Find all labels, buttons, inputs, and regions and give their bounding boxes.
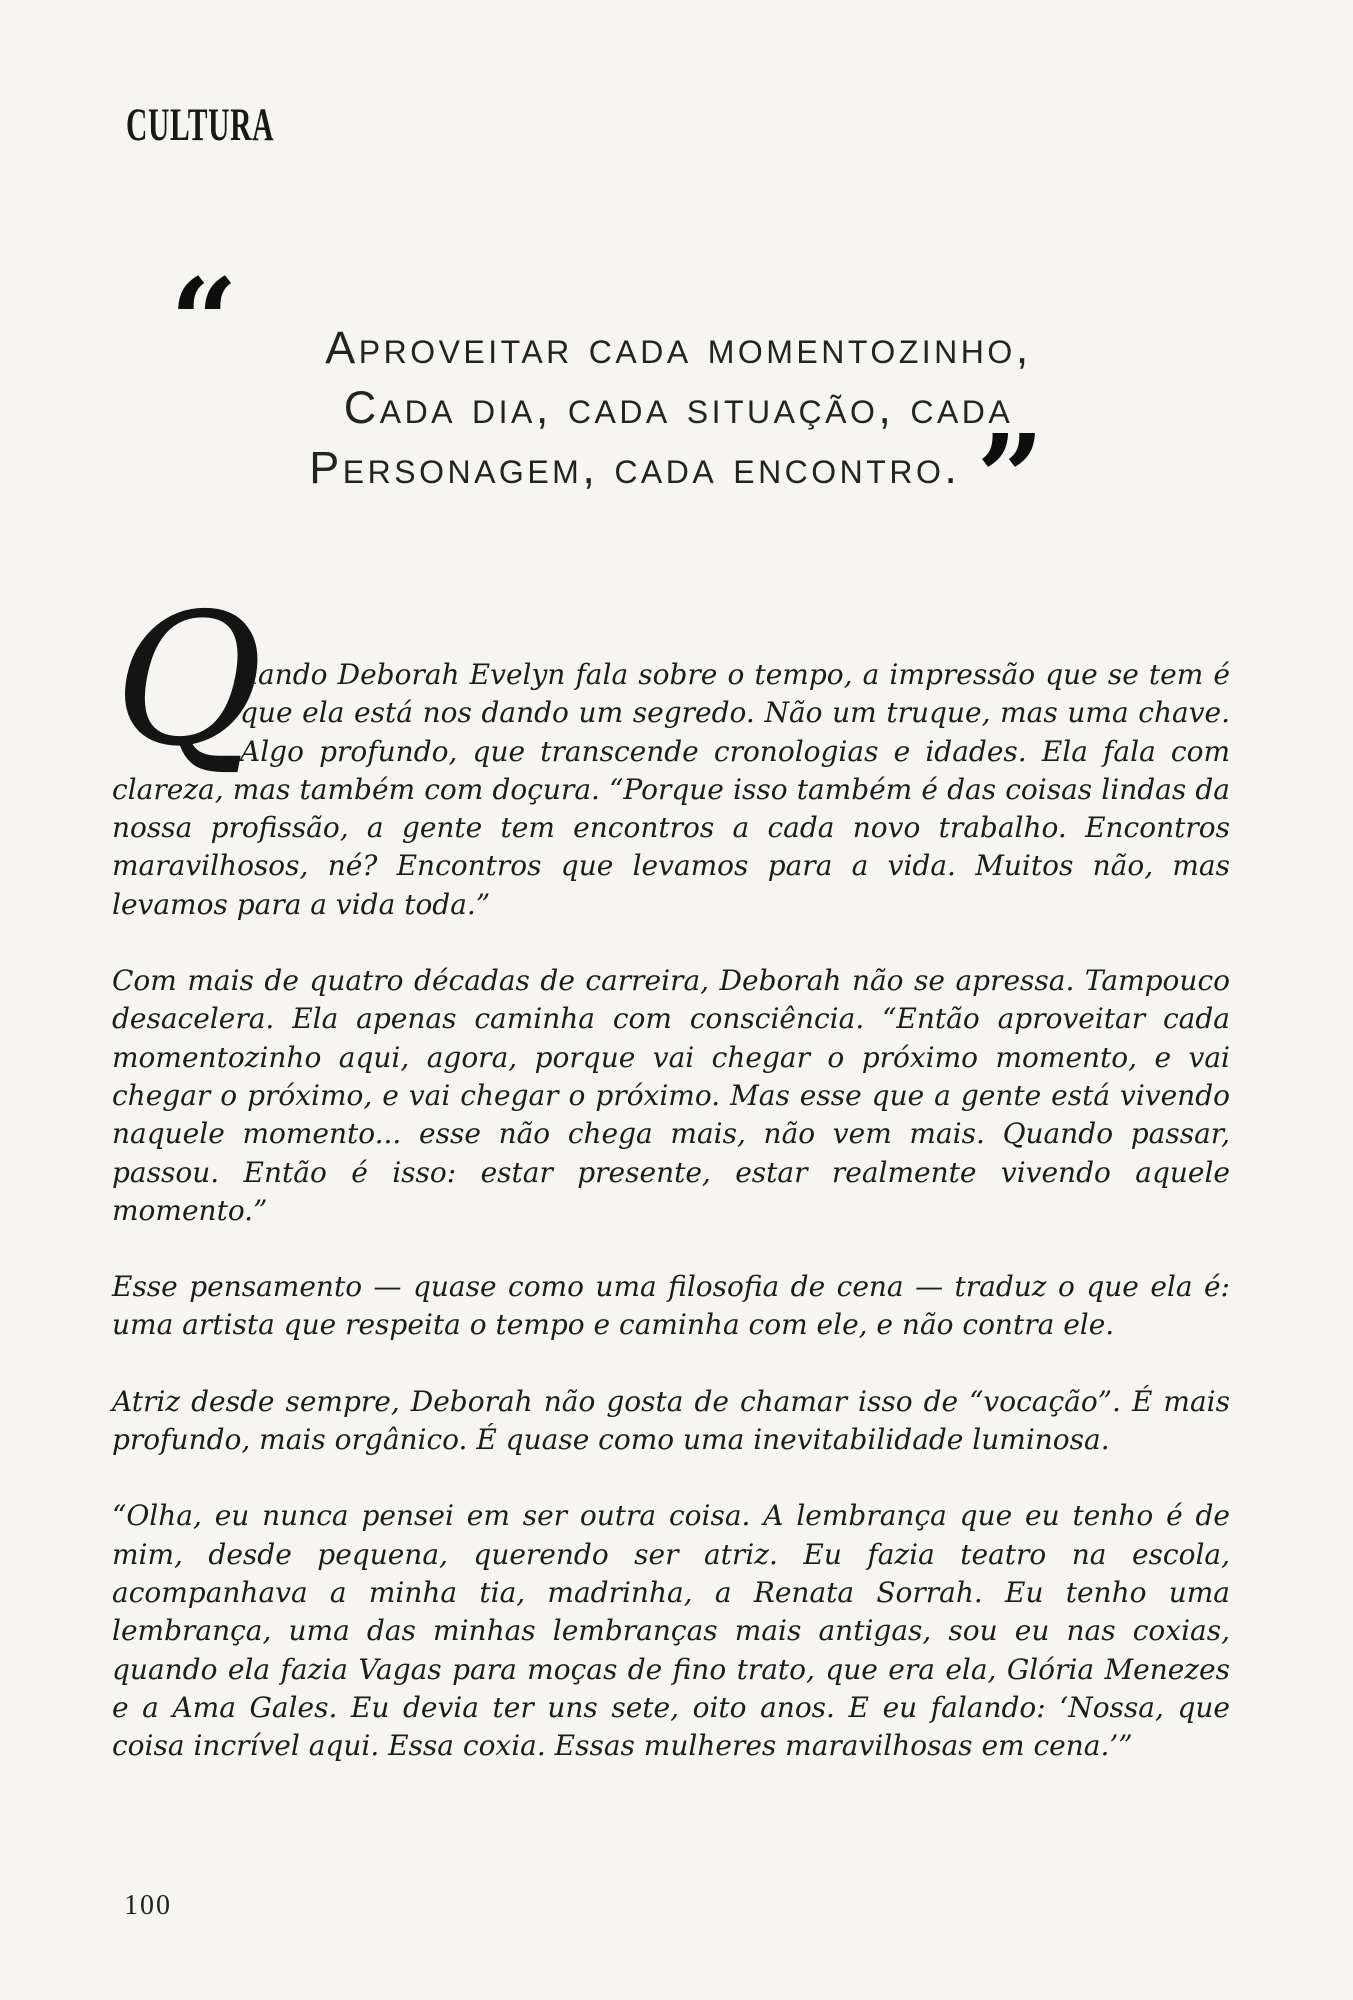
paragraph: “Olha, eu nunca pensei em ser outra coisa. A lembrança que eu tenho é de mim, desde pequena, querendo ser atriz. Eu fazia teatro na escola, acompanhava a minha tia, madrinha, a Renata Sorrah. Eu tenho uma lembrança, uma das minhas lembranças mais antigas, sou eu nas coxias, quando ela fazia Vagas para moças de fino trato, que era ela, Glória Menezes e a Ama Gales. Eu devia ter uns sete, oito anos. E eu falando: ‘Nossa, que coisa incrível aqui. Essa coxia. Essas mulheres maravilhosas em cena.’” [112, 1499, 1230, 1763]
pull-quote-line-3-text: Personagem, cada encontro. [309, 442, 961, 493]
drop-cap: Q [114, 574, 264, 786]
paragraph: Atriz desde sempre, Deborah não gosta de chamar isso de “vocação”. É mais profundo, mais orgânico. É quase como uma inevitabilidade luminosa. [112, 1384, 1230, 1457]
paragraph-lead-text: uando Deborah Evelyn fala sobre o tempo, a impressão que se tem é que ela está nos dando um segredo. Não um truque, mas uma chave. Algo profundo, que transcende cronologias e idades. Ela fala com clareza, mas também com doçura. “Porque isso também é das coisas lindas da nossa profissão, a gente tem encontros a cada novo trabalho. Encontros maravilhosos, né? Encontros que levamos para a vida. Muitos não, mas levamos para a vida toda.” [112, 658, 1230, 921]
pull-quote-line-3: Personagem, cada encontro. ” [309, 408, 1048, 547]
paragraph: Com mais de quatro décadas de carreira, Deborah não se apressa. Tampouco desacelera. Ela apenas caminha com consciência. “Então aproveitar cada momentozinho aqui, agora, porque vai chegar o próximo momento, e vai chegar o próximo, e vai chegar o próximo. Mas esse que a gente está vivendo naquele momento... esse não chega mais, não vem mais. Quando passar, passou. Então é isso: estar presente, estar realmente vivendo aquele momento.” [112, 964, 1230, 1227]
page-number: 100 [124, 1890, 172, 1921]
paragraph: Esse pensamento — quase como uma filosofia de cena — traduz o que ela é: uma artista que respeita o tempo e caminha com ele, e não contra ele. [112, 1270, 1230, 1342]
article-body [112, 574, 1230, 1803]
paragraph-lead [112, 574, 1230, 924]
section-label: CULTURA [126, 99, 275, 151]
pull-quote [156, 252, 1201, 547]
pull-quote-line-2: Cada dia, cada situação, cada [343, 382, 1014, 433]
pull-quote-line-1: aproveitar cada momentozinho, [325, 322, 1032, 373]
open-quote-mark: “ [170, 252, 238, 391]
